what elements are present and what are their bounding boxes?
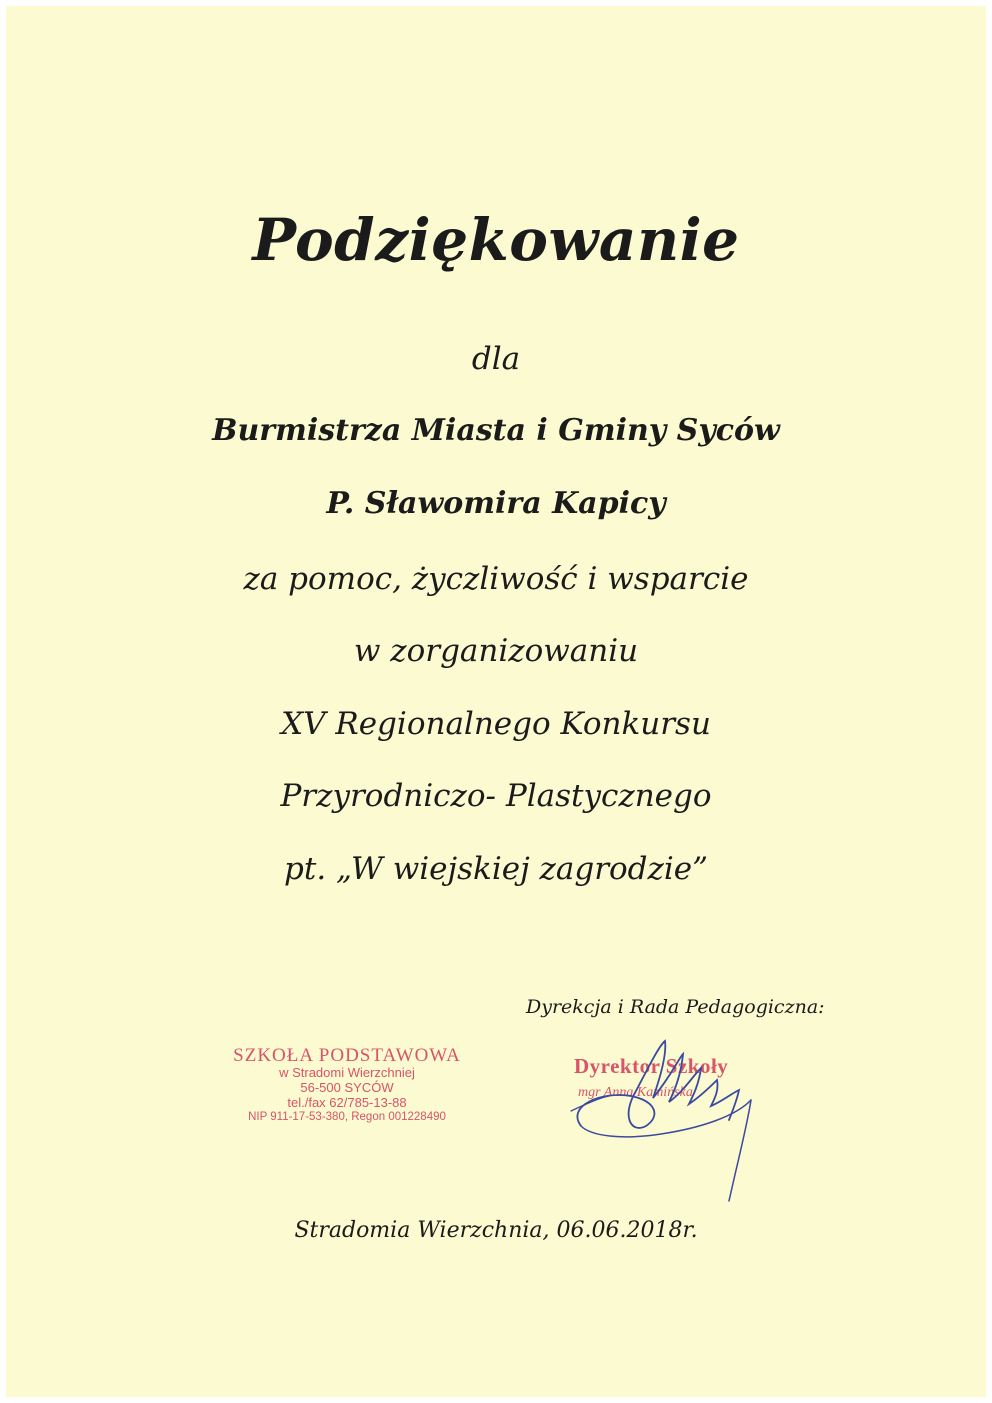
school-stamp-ids: NIP 911-17-53-380, Regon 001228490: [248, 1111, 446, 1123]
school-stamp-postal: 56-500 SYCÓW: [300, 1080, 394, 1095]
dedication-for: dla: [471, 341, 521, 377]
certificate-title: Podziękowanie: [252, 206, 740, 274]
place-and-date: Stradomia Wierzchnia, 06.06.2018r.: [294, 1218, 698, 1243]
school-stamp-name: SZKOŁA PODSTAWOWA: [233, 1045, 461, 1066]
director-stamp-title: Dyrektor Szkoły: [574, 1054, 729, 1078]
school-stamp-phone: tel./fax 62/785-13-88: [287, 1095, 407, 1110]
recipient-name: P. Sławomira Kapicy: [326, 486, 666, 521]
school-stamp-location: w Stradomi Wierzchniej: [279, 1065, 415, 1080]
signatory-label: Dyrekcja i Rada Pedagogiczna:: [526, 996, 825, 1018]
reason-line-2: w zorganizowaniu: [353, 633, 639, 669]
recipient-office: Burmistrza Miasta i Gminy Syców: [212, 413, 780, 448]
certificate-page: [6, 6, 986, 1397]
director-stamp-name: mgr Anna Kamińska: [578, 1085, 693, 1100]
director-signature: [561, 1036, 771, 1206]
reason-line: za pomoc, życzliwość i wsparcie: [243, 561, 749, 597]
school-stamp: [232, 1046, 462, 1125]
contest-name: XV Regionalnego Konkursu: [281, 706, 711, 742]
contest-type: Przyrodniczo- Plastycznego: [280, 778, 712, 814]
contest-subtitle: pt. „W wiejskiej zagrodzie”: [284, 851, 708, 887]
